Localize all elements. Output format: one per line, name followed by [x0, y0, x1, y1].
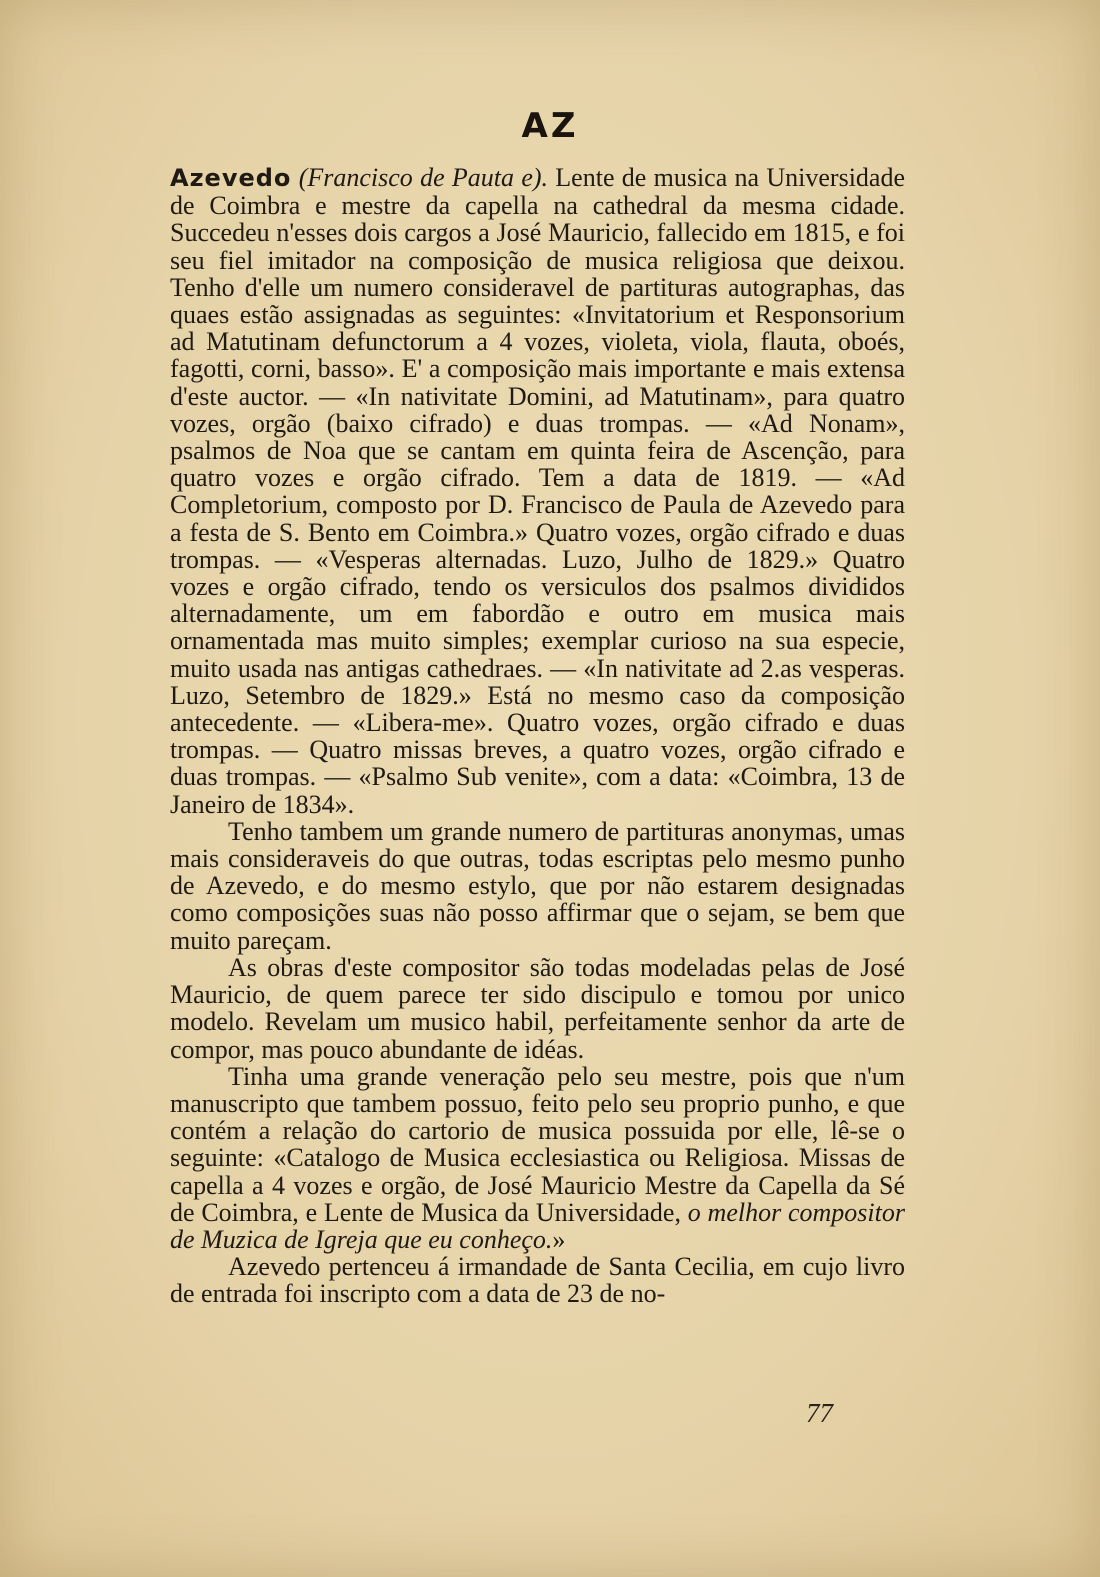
paragraph-1-text: Lente de musica na Universidade de Coimbra e mestre da capella na cathedral da mesma cidade. Succedeu n'esses dois cargos a José Mauricio, fallecido em 1815, e foi seu fiel imitador na composição de musica religiosa que deixou. Tenho d'elle um numero consideravel de partituras autographas, das quaes estão assignadas as seguintes: «Invitatorium et Responsorium ad Matutinam defunctorum a 4 vozes, violeta, viola, flauta, oboés, fagotti, corni, basso». E' a composição mais importante e mais extensa d'este auctor. — «In nativitate Domini, ad Matutinam», para quatro vozes, orgão (baixo cifrado) e duas trompas. — «Ad Nonam», psalmos de Noa que se cantam em quinta feira de Ascenção, para quatro vozes e orgão cifrado. Tem a data de 1819. — «Ad Completorium, composto por D. Francisco de Paula de Azevedo para a festa de S. Bento em Coimbra.» Quatro vozes, orgão cifrado e duas trompas. — «Vesperas alternadas. Luzo, Julho de 1829.» Quatro vozes e orgão cifrado, tendo os versiculos dos psalmos divididos alternadamente, um em fabordão e outro em musica mais ornamentada mas muito simples; exemplar curioso na sua especie, muito usada nas antigas cathedraes. — «In nativitate ad 2.as vesperas. Luzo, Setembro de 1829.» Está no mesmo caso da composição antecedente. — «Libera-me». Quatro vozes, orgão cifrado e duas trompas. — Quatro missas breves, a quatro vozes, orgão cifrado e duas trompas. — «Psalmo Sub venite», com a data: «Coimbra, 13 de Janeiro de 1834». — [170, 163, 905, 819]
paragraph-2: Tenho tambem um grande numero de partituras anonymas, umas mais consideraveis do que outras, todas escriptas pelo mesmo punho de Azevedo, e do mesmo estylo, que por não estarem designadas como composições suas não posso affirmar que o sejam, se bem que muito pareçam. — [170, 816, 905, 955]
entry-name-qualifier: (Francisco de Pauta e). — [298, 163, 549, 192]
paragraph-1 — [170, 164, 905, 818]
paragraph-5: Azevedo pertenceu á irmandade de Santa Cecilia, em cujo livro de entrada foi inscripto com a data de 23 de no- — [170, 1252, 905, 1309]
paragraph-4-end: » — [552, 1224, 566, 1254]
paragraph-4 — [170, 1063, 905, 1253]
paragraph-4-text: Tinha uma grande veneração pelo seu mestre, pois que n'um manuscripto que tambem possuo, feito pelo seu proprio punho, e que contém a relação do cartorio de musica possuida por elle, lê-se o seguinte: «Catalogo de Musica ecclesiastica ou Religiosa. Missas de capella a 4 vozes e orgão, de José Mauricio Mestre da Capella da Sé de Coimbra, e Lente de Musica da Universidade, — [170, 1061, 905, 1227]
section-heading: AZ — [521, 106, 579, 146]
body-text — [170, 164, 905, 1308]
paragraph-3: As obras d'este compositor são todas modeladas pelas de José Mauricio, de quem parece ter sido discipulo e tomou por unico modelo. Revelam um musico habil, perfeitamente senhor da arte de compor, mas pouco abundante de idéas. — [170, 952, 905, 1064]
page-number: 77 — [806, 1398, 833, 1428]
entry-name: Azevedo — [170, 164, 292, 192]
quoted-italic-text: o melhor compositor de Muzica de Igreja que eu conheço. — [170, 1197, 905, 1254]
